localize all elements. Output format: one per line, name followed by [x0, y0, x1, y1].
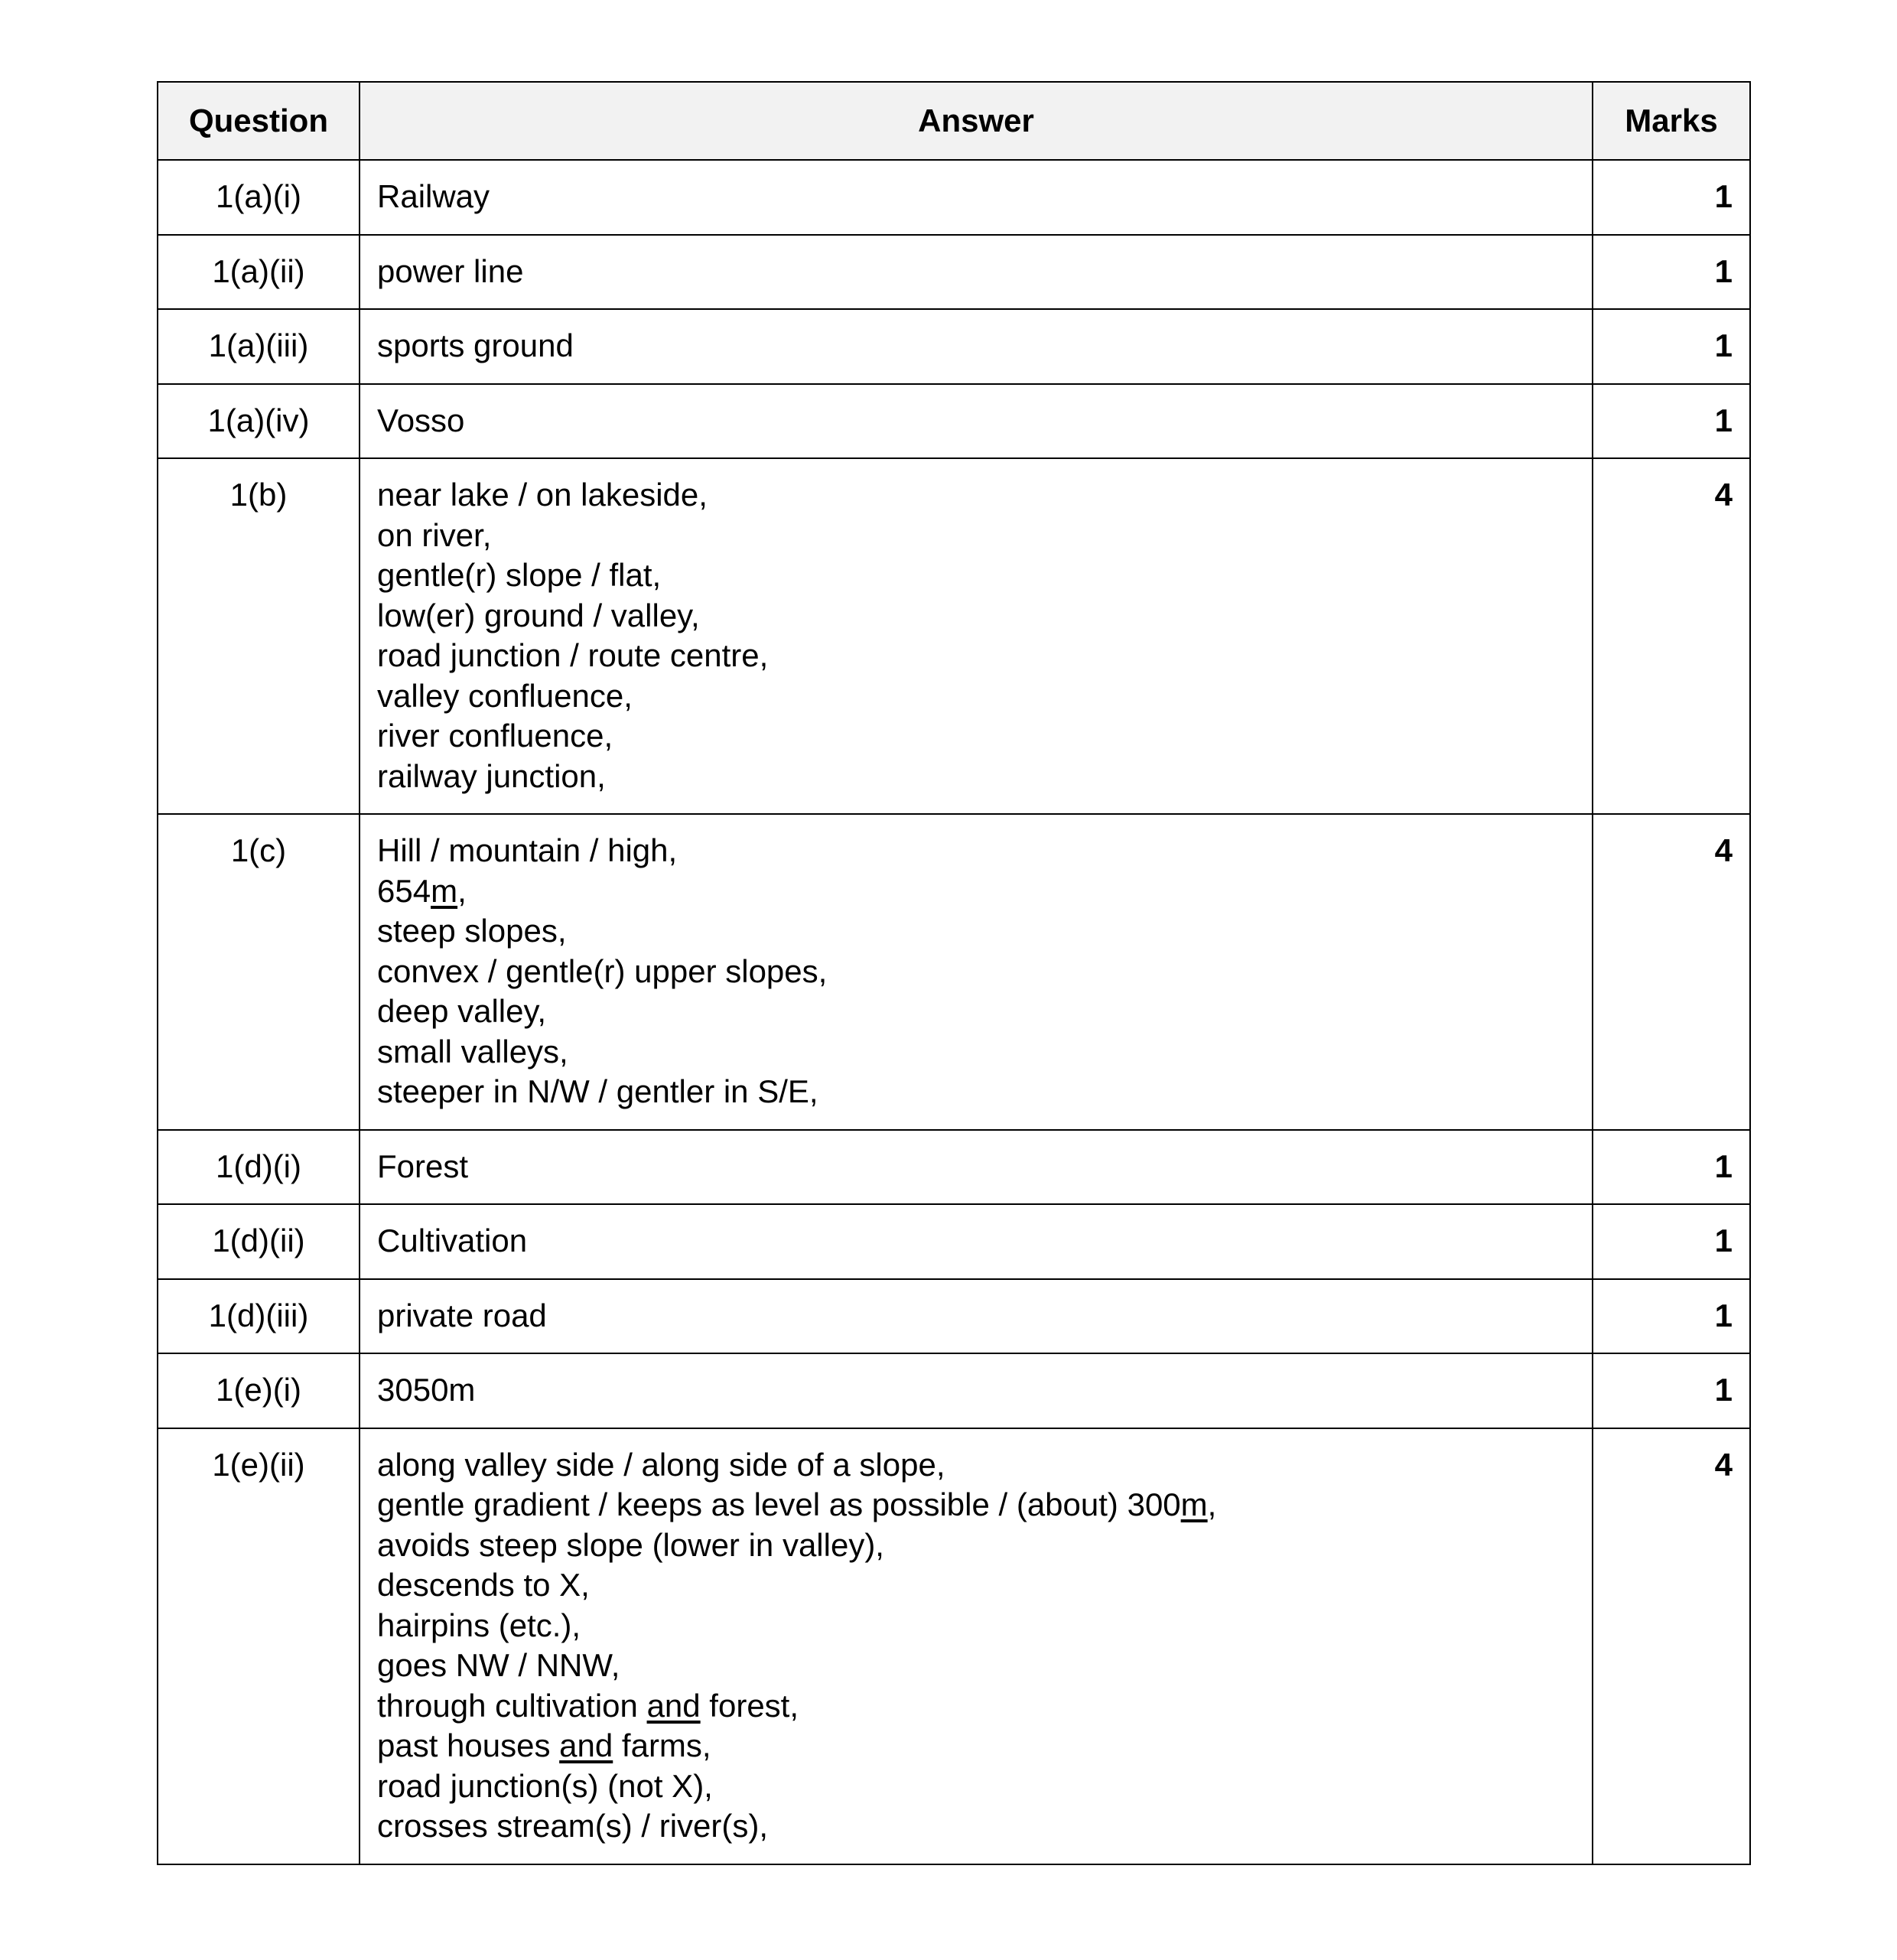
answer-line: 3050m — [377, 1372, 476, 1408]
answer-line: steeper in N/W / gentler in S/E, — [377, 1073, 818, 1109]
table-row — [158, 384, 1750, 459]
question-cell: 1(a)(ii) — [158, 235, 360, 310]
marks-cell: 1 — [1593, 1353, 1750, 1428]
answer-text: , — [1207, 1486, 1217, 1522]
answer-line: goes NW / NNW, — [377, 1647, 620, 1683]
table-row — [158, 1130, 1750, 1205]
underlined-text: m — [1180, 1486, 1208, 1522]
table-row — [158, 235, 1750, 310]
answer-text: forest, — [700, 1687, 799, 1724]
answer-cell — [360, 458, 1593, 814]
answer-text: past houses — [377, 1727, 560, 1763]
answer-line: near lake / on lakeside, — [377, 477, 708, 513]
underlined-text: and — [559, 1727, 613, 1763]
answer-text: through cultivation — [377, 1687, 647, 1724]
answer-cell — [360, 235, 1593, 310]
answer-header: Answer — [360, 82, 1593, 160]
table-row — [158, 309, 1750, 384]
table-row — [158, 1353, 1750, 1428]
underlined-text: m — [431, 872, 458, 909]
question-cell: 1(d)(i) — [158, 1130, 360, 1205]
answer-cell — [360, 160, 1593, 235]
underlined-text: and — [646, 1687, 701, 1724]
answer-line: road junction / route centre, — [377, 637, 769, 673]
answer-line: Cultivation — [377, 1223, 528, 1258]
question-header: Question — [158, 82, 360, 160]
answer-text: gentle gradient / keeps as level as possible / (about) 300 — [377, 1486, 1181, 1522]
answer-line: hairpins (etc.), — [377, 1607, 581, 1643]
answer-line — [377, 1686, 1575, 1727]
answer-cell — [360, 309, 1593, 384]
answer-line — [377, 1485, 1575, 1525]
question-cell: 1(b) — [158, 458, 360, 814]
answer-line: road junction(s) (not X), — [377, 1767, 713, 1804]
answer-line: on river, — [377, 516, 492, 553]
table-row — [158, 160, 1750, 235]
answer-cell — [360, 384, 1593, 459]
marks-cell: 1 — [1593, 160, 1750, 235]
header-row — [158, 82, 1750, 160]
answer-cell — [360, 1204, 1593, 1279]
answer-cell — [360, 1353, 1593, 1428]
table-row — [158, 1428, 1750, 1864]
mark-scheme-body — [158, 160, 1750, 1864]
marks-cell: 1 — [1593, 1204, 1750, 1279]
marks-cell: 1 — [1593, 384, 1750, 459]
answer-line: Vosso — [377, 402, 465, 438]
marks-cell: 1 — [1593, 1279, 1750, 1354]
answer-line: deep valley, — [377, 993, 547, 1029]
marks-cell: 1 — [1593, 309, 1750, 384]
marks-cell: 1 — [1593, 1130, 1750, 1205]
answer-line — [377, 871, 1575, 912]
answer-cell — [360, 1279, 1593, 1354]
table-row — [158, 1279, 1750, 1354]
answer-text: , — [457, 872, 467, 909]
question-cell: 1(d)(ii) — [158, 1204, 360, 1279]
answer-line: Railway — [377, 178, 490, 214]
answer-line: railway junction, — [377, 757, 606, 794]
answer-cell — [360, 814, 1593, 1130]
question-cell: 1(c) — [158, 814, 360, 1130]
question-cell: 1(d)(iii) — [158, 1279, 360, 1354]
answer-line: small valleys, — [377, 1033, 568, 1070]
question-cell: 1(a)(i) — [158, 160, 360, 235]
marks-header: Marks — [1593, 82, 1750, 160]
answer-line: Forest — [377, 1148, 469, 1184]
answer-line: steep slopes, — [377, 913, 567, 949]
answer-line: valley confluence, — [377, 677, 633, 714]
mark-scheme-table — [157, 81, 1751, 1865]
answer-cell — [360, 1130, 1593, 1205]
question-cell: 1(a)(iv) — [158, 384, 360, 459]
marks-cell: 4 — [1593, 814, 1750, 1130]
marks-cell: 4 — [1593, 458, 1750, 814]
marks-cell: 4 — [1593, 1428, 1750, 1864]
answer-line: avoids steep slope (lower in valley), — [377, 1526, 884, 1563]
answer-line: low(er) ground / valley, — [377, 597, 700, 633]
answer-text: farms, — [613, 1727, 711, 1763]
answer-line: Hill / mountain / high, — [377, 832, 678, 868]
question-cell: 1(a)(iii) — [158, 309, 360, 384]
answer-text: 654 — [377, 872, 431, 909]
answer-line: river confluence, — [377, 718, 613, 754]
answer-cell — [360, 1428, 1593, 1864]
answer-line: private road — [377, 1297, 547, 1333]
answer-line: along valley side / along side of a slope, — [377, 1446, 945, 1483]
answer-line: power line — [377, 252, 524, 289]
table-row — [158, 458, 1750, 814]
table-row — [158, 814, 1750, 1130]
answer-line: convex / gentle(r) upper slopes, — [377, 952, 828, 989]
marks-cell: 1 — [1593, 235, 1750, 310]
answer-line: gentle(r) slope / flat, — [377, 557, 662, 593]
answer-line: sports ground — [377, 327, 574, 363]
answer-line — [377, 1726, 1575, 1766]
answer-line: crosses stream(s) / river(s), — [377, 1808, 769, 1844]
answer-line: descends to X, — [377, 1567, 590, 1603]
question-cell: 1(e)(i) — [158, 1353, 360, 1428]
table-row — [158, 1204, 1750, 1279]
question-cell: 1(e)(ii) — [158, 1428, 360, 1864]
